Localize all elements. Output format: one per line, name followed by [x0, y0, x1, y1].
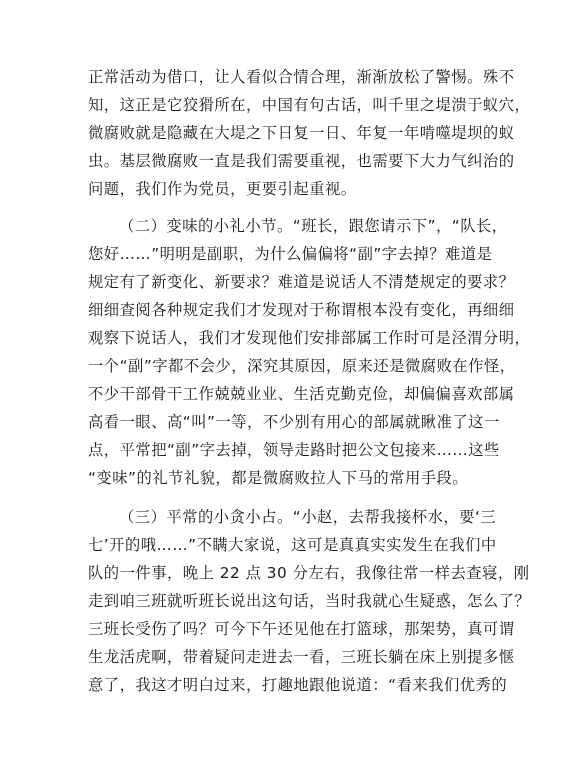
text-line: 微腐败就是隐藏在大堤之下日复一日、年复一年啃噬堤坝的蚁	[88, 124, 515, 142]
text-line: 高看一眼、高“叫”一等，不少别有用心的部属就瞅准了这一	[88, 413, 500, 431]
paragraph-continuation	[88, 63, 531, 203]
text-line: 正常活动为借口，让人看似合情合理，渐渐放松了警惕。殊不	[88, 68, 515, 86]
text-line: 队的一件事，晚上 22 点 30 分左右，我像往常一样去查寝，刚	[88, 564, 530, 582]
text-line: 七’开的哦……”不瞒大家说，这可是真真实实发生在我们中	[88, 536, 497, 554]
text-line: 走到咱三班就听班长说出这句话，当时我就心生疑惑，怎么了？	[88, 592, 531, 610]
paragraph-section-2	[88, 212, 531, 492]
text-line: 规定有了新变化、新要求？难道是说话人不清楚规定的要求？	[88, 273, 515, 291]
text-line: “变味”的礼节礼貌，都是微腐败拉人下马的常用手段。	[88, 469, 469, 487]
text-line: 您好……”明明是副职，为什么偏偏将“副”字去掉？难道是	[88, 245, 493, 263]
document-body	[88, 63, 531, 699]
text-line: 一个“副”字都不会少，深究其原因，原来还是微腐败在作怪，	[88, 357, 516, 375]
text-line: 问题，我们作为党员，更要引起重视。	[88, 180, 357, 198]
text-line: 观察下说话人，我们才发现他们安排部属工作时可是泾渭分明，	[88, 329, 531, 347]
text-line: 意了，我这才明白过来，打趣地跟他说道：“看来我们优秀的	[88, 676, 508, 694]
text-line: 虫。基层微腐败一直是我们需要重视，也需要下大力气纠治的	[88, 152, 515, 170]
text-line: 细细查阅各种规定我们才发现对于称谓根本没有变化，再细细	[88, 301, 515, 319]
text-line: （三）平常的小贪小占。“小赵，去帮我接杯水，要‘三	[119, 508, 497, 526]
text-line: 点，平常把“副”字去掉，领导走路时把公文包接来……这些	[88, 441, 500, 459]
text-line: 生龙活虎啊，带着疑问走进去一看，三班长躺在床上别提多惬	[88, 648, 515, 666]
text-line: （二）变味的小礼小节。“班长，跟您请示下”，“队长，	[119, 217, 508, 235]
text-line: 知，这正是它狡猾所在，中国有句古话，叫千里之堤溃于蚁穴，	[88, 96, 531, 114]
text-line: 三班长受伤了吗？可今下午还见他在打篮球，那架势，真可谓	[88, 620, 515, 638]
paragraph-section-3	[88, 503, 531, 699]
text-line: 不少干部骨干工作兢兢业业、生活克勤克俭，却偏偏喜欢部属	[88, 385, 515, 403]
